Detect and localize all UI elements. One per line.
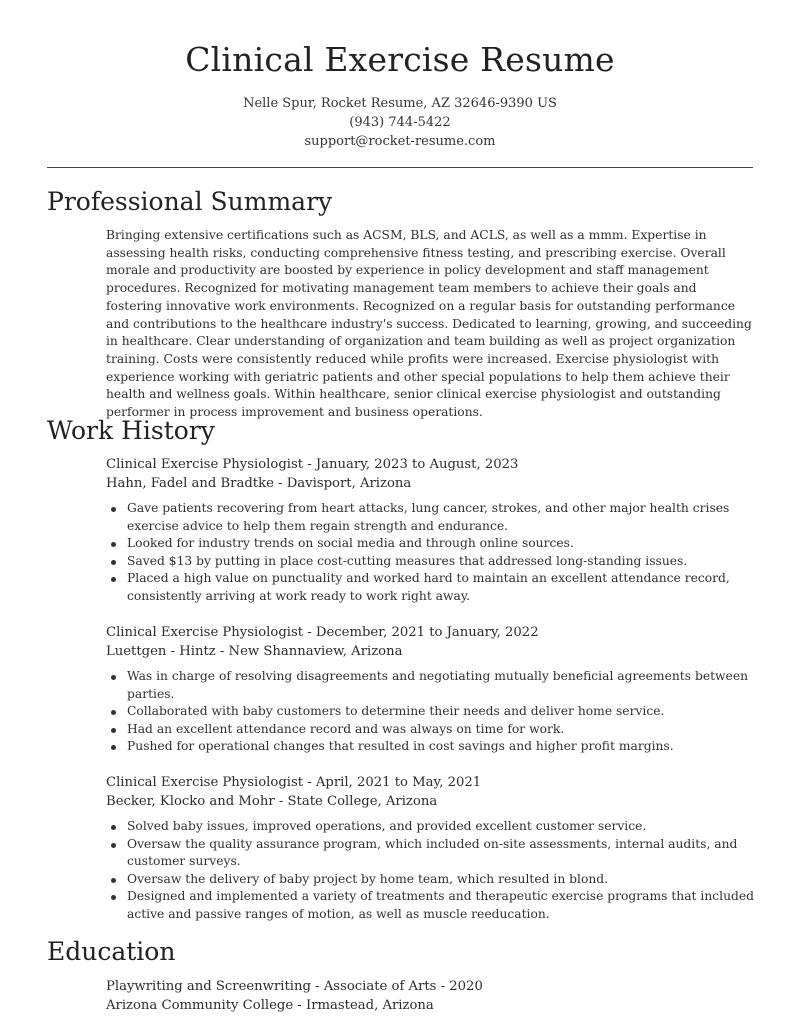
contact-block: [0, 94, 800, 151]
job-bullet-list: [106, 500, 756, 606]
education-entry: [106, 977, 756, 1015]
job-title-line: Clinical Exercise Physiologist - December, 2021 to January, 2022: [106, 625, 539, 640]
contact-address: Nelle Spur, Rocket Resume, AZ 32646-9390 US: [243, 96, 557, 111]
job-bullet: Collaborated with baby customers to determine their needs and deliver home service.: [106, 703, 756, 721]
job-bullet: Was in charge of resolving disagreements and negotiating mutually beneficial agreements between parties.: [106, 668, 756, 703]
job-bullet: Solved baby issues, improved operations, and provided excellent customer service.: [106, 818, 756, 836]
job-bullet: Pushed for operational changes that resulted in cost savings and higher profit margins.: [106, 738, 756, 756]
job-bullet: Oversaw the delivery of baby project by home team, which resulted in blond.: [106, 871, 756, 889]
education-degree-line: Playwriting and Screenwriting - Associate of Arts - 2020: [106, 979, 483, 994]
job-entry: [106, 455, 756, 606]
job-company-line: Luettgen - Hintz - New Shannaview, Arizona: [106, 644, 403, 659]
job-company-line: Becker, Klocko and Mohr - State College, Arizona: [106, 794, 438, 809]
resume-title: Clinical Exercise Resume: [185, 40, 615, 79]
job-bullet: Had an excellent attendance record and was always on time for work.: [106, 721, 756, 739]
education-school-line: Arizona Community College - Irmastead, Arizona: [106, 998, 434, 1013]
job-title-line: Clinical Exercise Physiologist - April, 2021 to May, 2021: [106, 775, 482, 790]
summary-heading: Professional Summary: [47, 187, 333, 216]
job-company-line: Hahn, Fadel and Bradtke - Davisport, Arizona: [106, 476, 412, 491]
job-bullet: Gave patients recovering from heart attacks, lung cancer, strokes, and other major health crises exercise advice to help them regain strength and endurance.: [106, 500, 756, 535]
contact-phone: (943) 744-5422: [349, 115, 451, 130]
contact-email: support@rocket-resume.com: [304, 134, 496, 149]
job-bullet: Placed a high value on punctuality and worked hard to maintain an excellent attendance record, consistently arriving at work ready to work right away.: [106, 570, 756, 605]
summary-text: Bringing extensive certifications such as ACSM, BLS, and ACLS, as well as a mmm. Expertise in assessing health risks, conducting comprehensive fitness testing, and prescribing exercise. Overall morale and productivity are boosted by experience in policy development and staff management procedures. Recognized for motivating management team members to achieve their goals and fostering innovative work environments. Recognized on a regular basis for outstanding performance and contributions to the healthcare industry's success. Dedicated to learning, growing, and succeeding in healthcare. Clear understanding of organization and team building as well as project organization training. Costs were consistently reduced while profits were increased. Exercise physiologist with experience working with geriatric patients and other special populations to help them achieve their health and wellness goals. Within healthcare, senior clinical exercise physiologist and outstanding performer in process improvement and business operations.: [106, 228, 752, 420]
job-bullet: Oversaw the quality assurance program, which included on-site assessments, internal audits, and customer surveys.: [106, 836, 756, 871]
header-divider: [47, 167, 753, 168]
job-bullet: Designed and implemented a variety of treatments and therapeutic exercise programs that included active and passive ranges of motion, as well as muscle reeducation.: [106, 888, 756, 923]
job-entry: [106, 773, 756, 924]
job-bullet-list: [106, 668, 756, 756]
job-bullet: Looked for industry trends on social media and through online sources.: [106, 535, 756, 553]
job-bullet-list: [106, 818, 756, 924]
job-entry: [106, 623, 756, 756]
work-history-heading: Work History: [47, 416, 215, 445]
job-title-line: Clinical Exercise Physiologist - January, 2023 to August, 2023: [106, 457, 519, 472]
education-heading: Education: [47, 937, 176, 966]
job-bullet: Saved $13 by putting in place cost-cutting measures that addressed long-standing issues.: [106, 553, 756, 571]
